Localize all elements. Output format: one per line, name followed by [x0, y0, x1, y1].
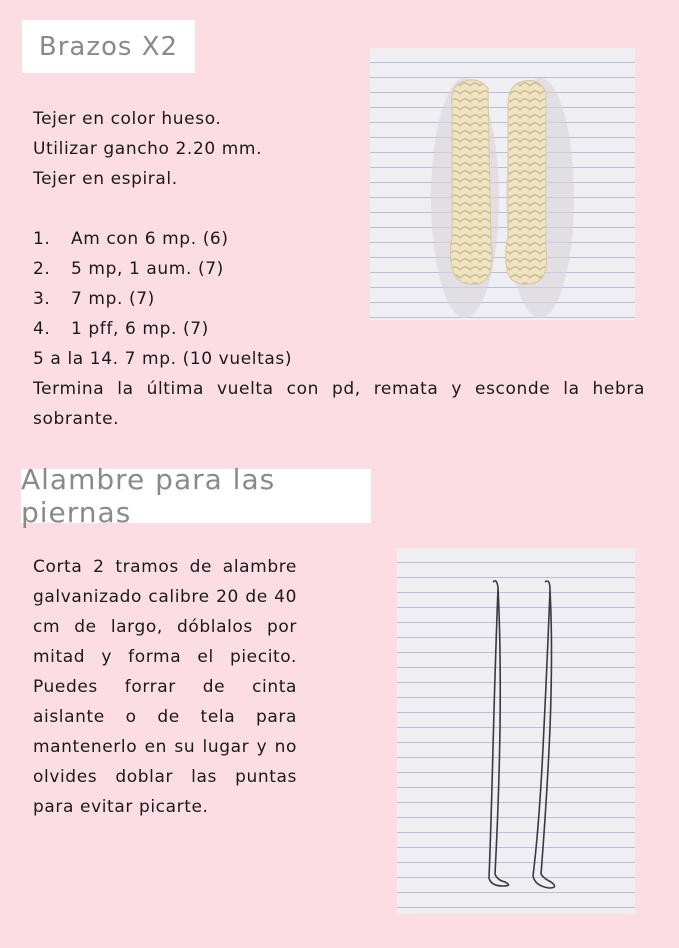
crocheted-arms-photo — [370, 48, 635, 320]
step-number: 3. — [33, 289, 51, 309]
step-text: 1 pff, 6 mp. (7) — [71, 319, 209, 339]
wire-legs-photo — [397, 548, 635, 914]
step-range: 5 a la 14. 7 mp. (10 vueltas) — [33, 349, 293, 369]
intro-line-color: Tejer en color hueso. — [33, 109, 222, 129]
crocheted-arms-image — [370, 48, 635, 320]
step-number: 2. — [33, 259, 51, 279]
wire-instructions: Corta 2 tramos de alambre galvanizado calibre 20 de 40 cm de largo, dóblalos por mitad y forma el piecito. Puedes forrar de cinta aislante o de tela para mantenerlo en su lugar y no olvides doblar las puntas para evitar picarte. — [33, 557, 297, 817]
step-text: Am con 6 mp. (6) — [71, 229, 229, 249]
step-text: 7 mp. (7) — [71, 289, 155, 309]
arms-section-title: Brazos X2 — [22, 20, 195, 73]
arms-intro — [33, 104, 373, 194]
intro-line-hook: Utilizar gancho 2.20 mm. — [33, 139, 263, 159]
intro-line-spiral: Tejer en espiral. — [33, 169, 178, 189]
wire-section-title: Alambre para las piernas — [21, 469, 371, 523]
step-text: 5 mp, 1 aum. (7) — [71, 259, 224, 279]
finishing-instruction: Termina la última vuelta con pd, remata y esconde la hebra sobrante. — [33, 379, 645, 429]
step-number: 4. — [33, 319, 51, 339]
step-number: 1. — [33, 229, 51, 249]
wire-legs-image — [397, 548, 635, 914]
